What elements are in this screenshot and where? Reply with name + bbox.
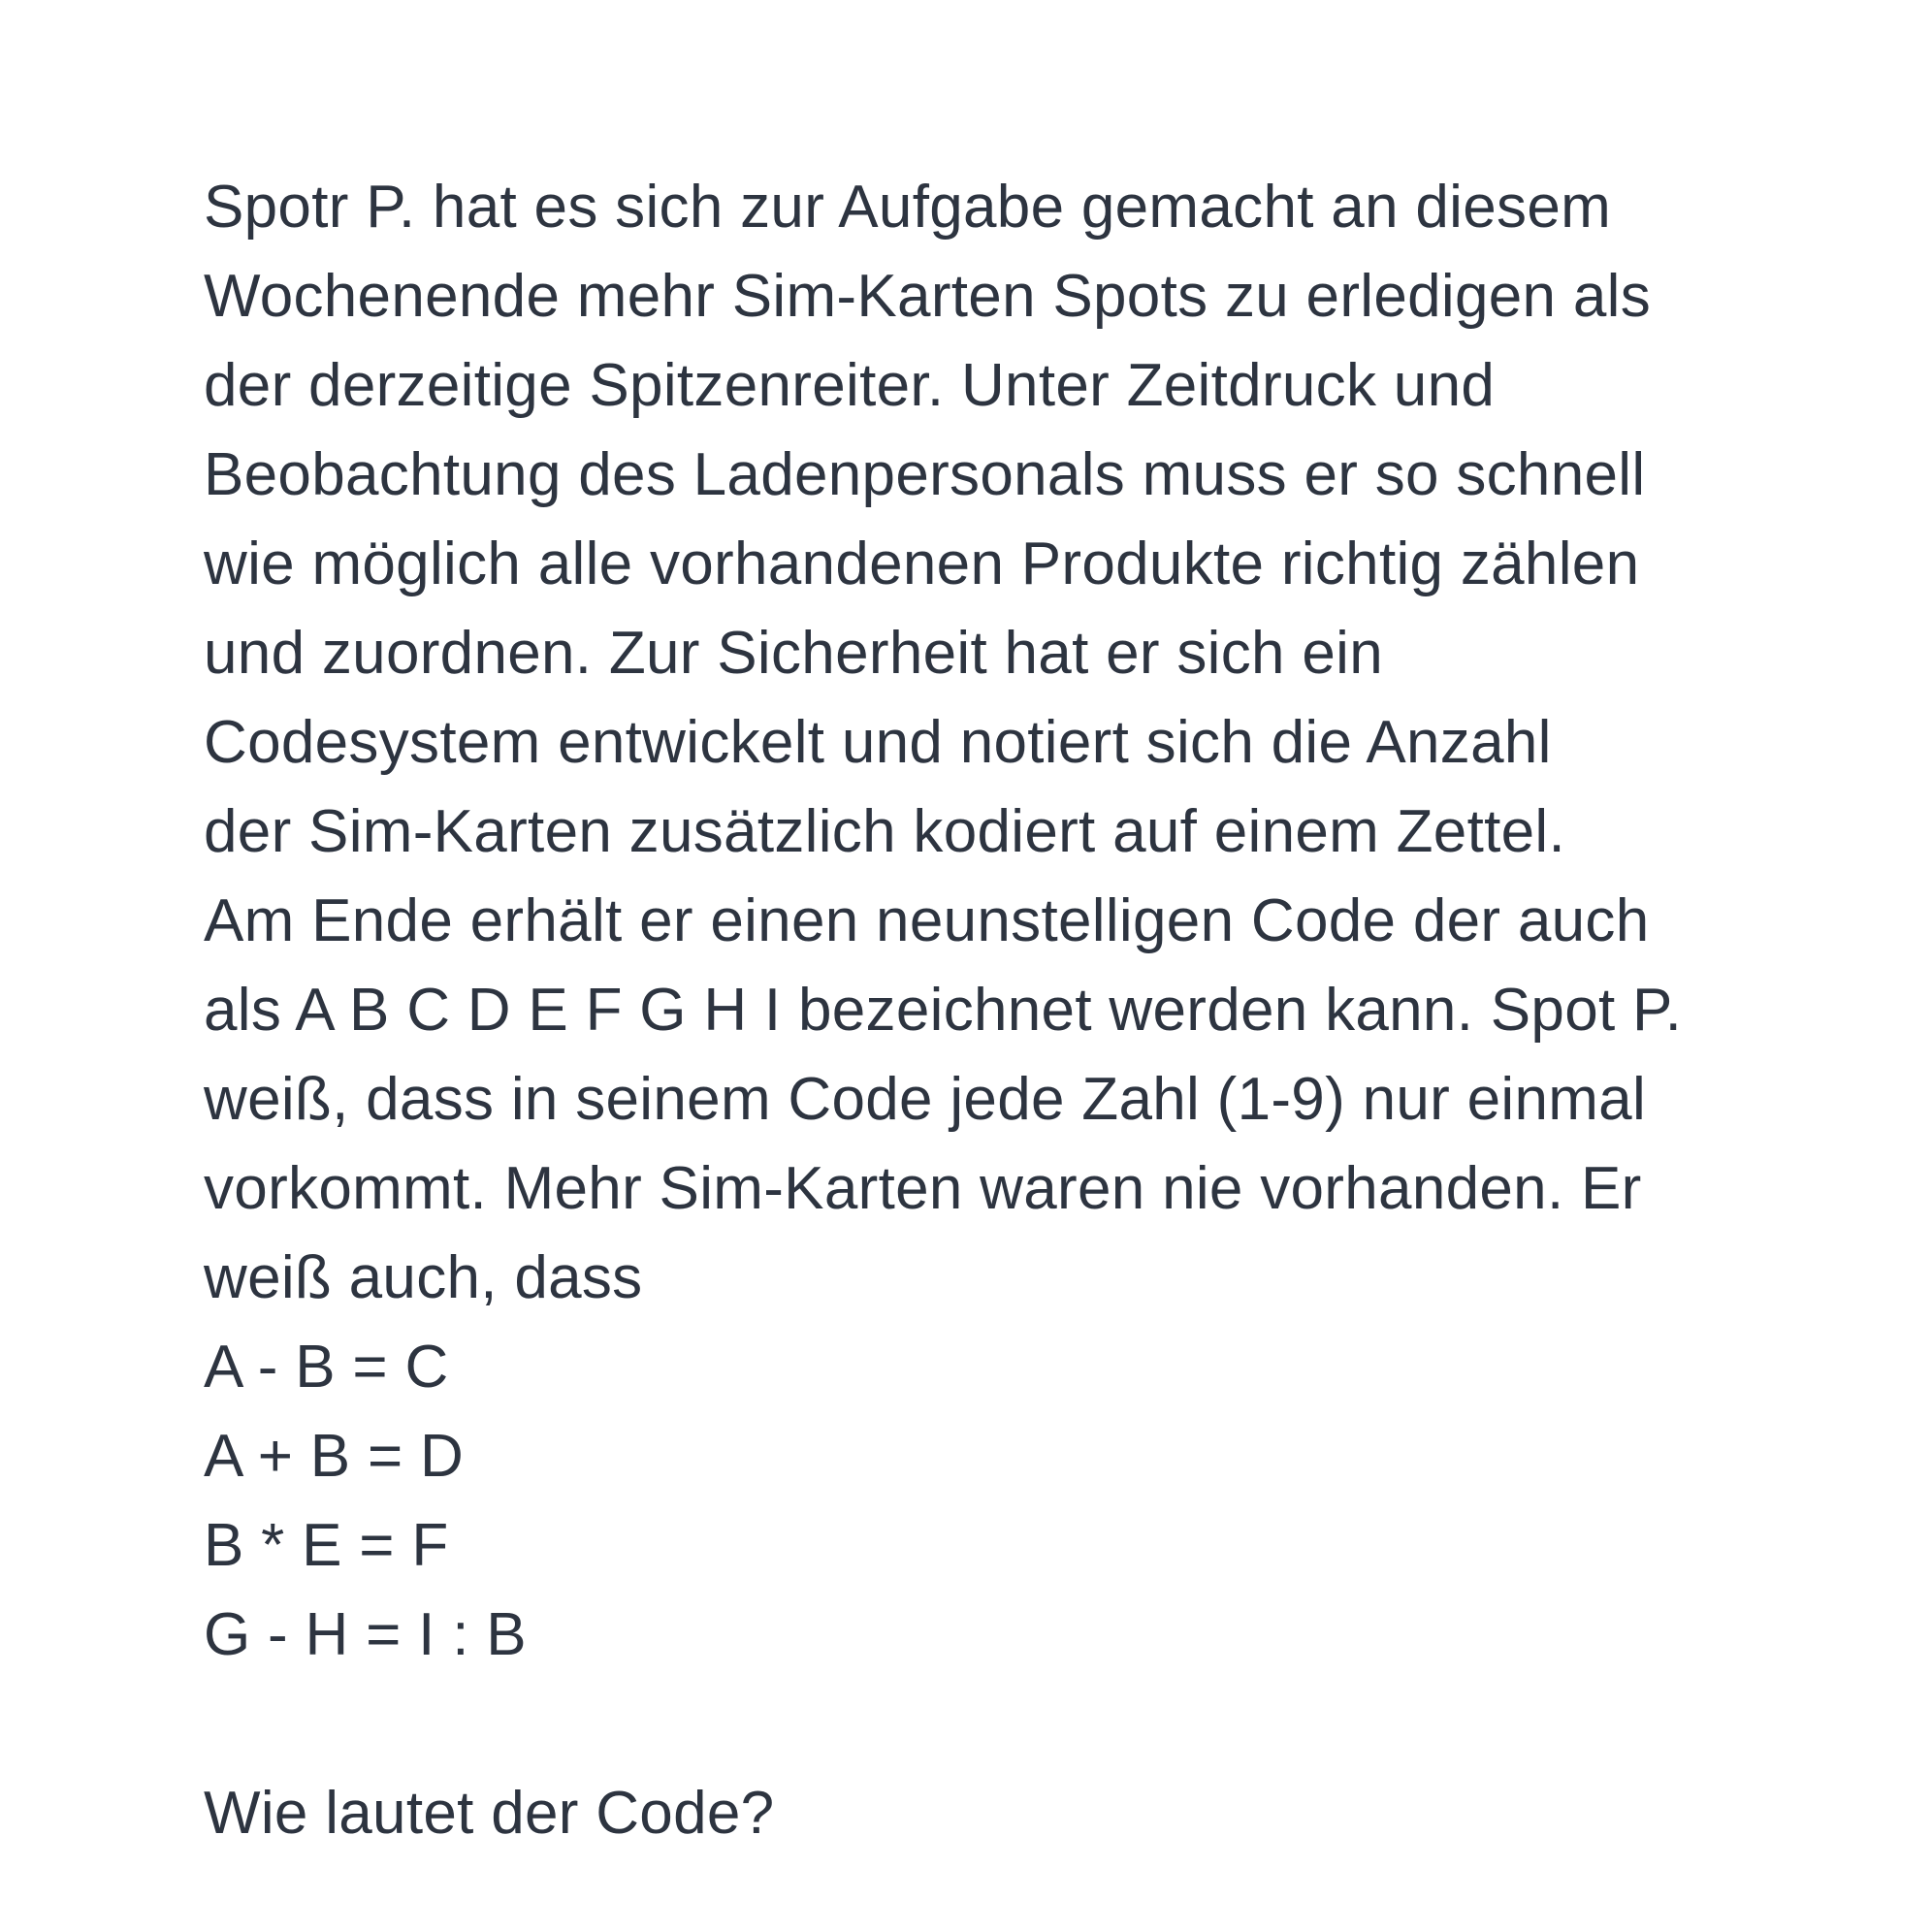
blank-line xyxy=(204,1680,1814,1769)
paragraph-line: Beobachtung des Ladenpersonals muss er so schnell xyxy=(204,441,1646,508)
paragraph-line: Wochenende mehr Sim-Karten Spots zu erledigen als xyxy=(204,263,1652,330)
paragraph-line: wie möglich alle vorhandenen Produkte richtig zählen xyxy=(204,531,1640,597)
paragraph-line: und zuordnen. Zur Sicherheit hat er sich ein xyxy=(204,620,1383,687)
paragraph-line: Codesystem entwickelt und notiert sich die Anzahl xyxy=(204,709,1552,776)
paragraph-line: als A B C D E F G H I bezeichnet werden kann. Spot P. xyxy=(204,977,1683,1044)
question-line: Wie lautet der Code? xyxy=(204,1780,775,1847)
paragraph-line: vorkommt. Mehr Sim-Karten waren nie vorhanden. Er xyxy=(204,1155,1642,1222)
paragraph-line: der Sim-Karten zusätzlich kodiert auf einem Zettel. xyxy=(204,798,1566,865)
equation-line: A - B = C xyxy=(204,1334,449,1401)
puzzle-text xyxy=(204,163,1814,1858)
equation-line: A + B = D xyxy=(204,1423,465,1490)
paragraph-line: Spotr P. hat es sich zur Aufgabe gemacht an diesem xyxy=(204,174,1612,241)
equation-line: G - H = I : B xyxy=(204,1601,527,1668)
equation-line: B * E = F xyxy=(204,1512,449,1579)
paragraph-line: weiß auch, dass xyxy=(204,1244,643,1311)
paragraph-line: der derzeitige Spitzenreiter. Unter Zeitdruck und xyxy=(204,352,1496,419)
paragraph-line: weiß, dass in seinem Code jede Zahl (1-9) nur einmal xyxy=(204,1066,1647,1133)
paragraph-line: Am Ende erhält er einen neunstelligen Code der auch xyxy=(204,887,1650,954)
